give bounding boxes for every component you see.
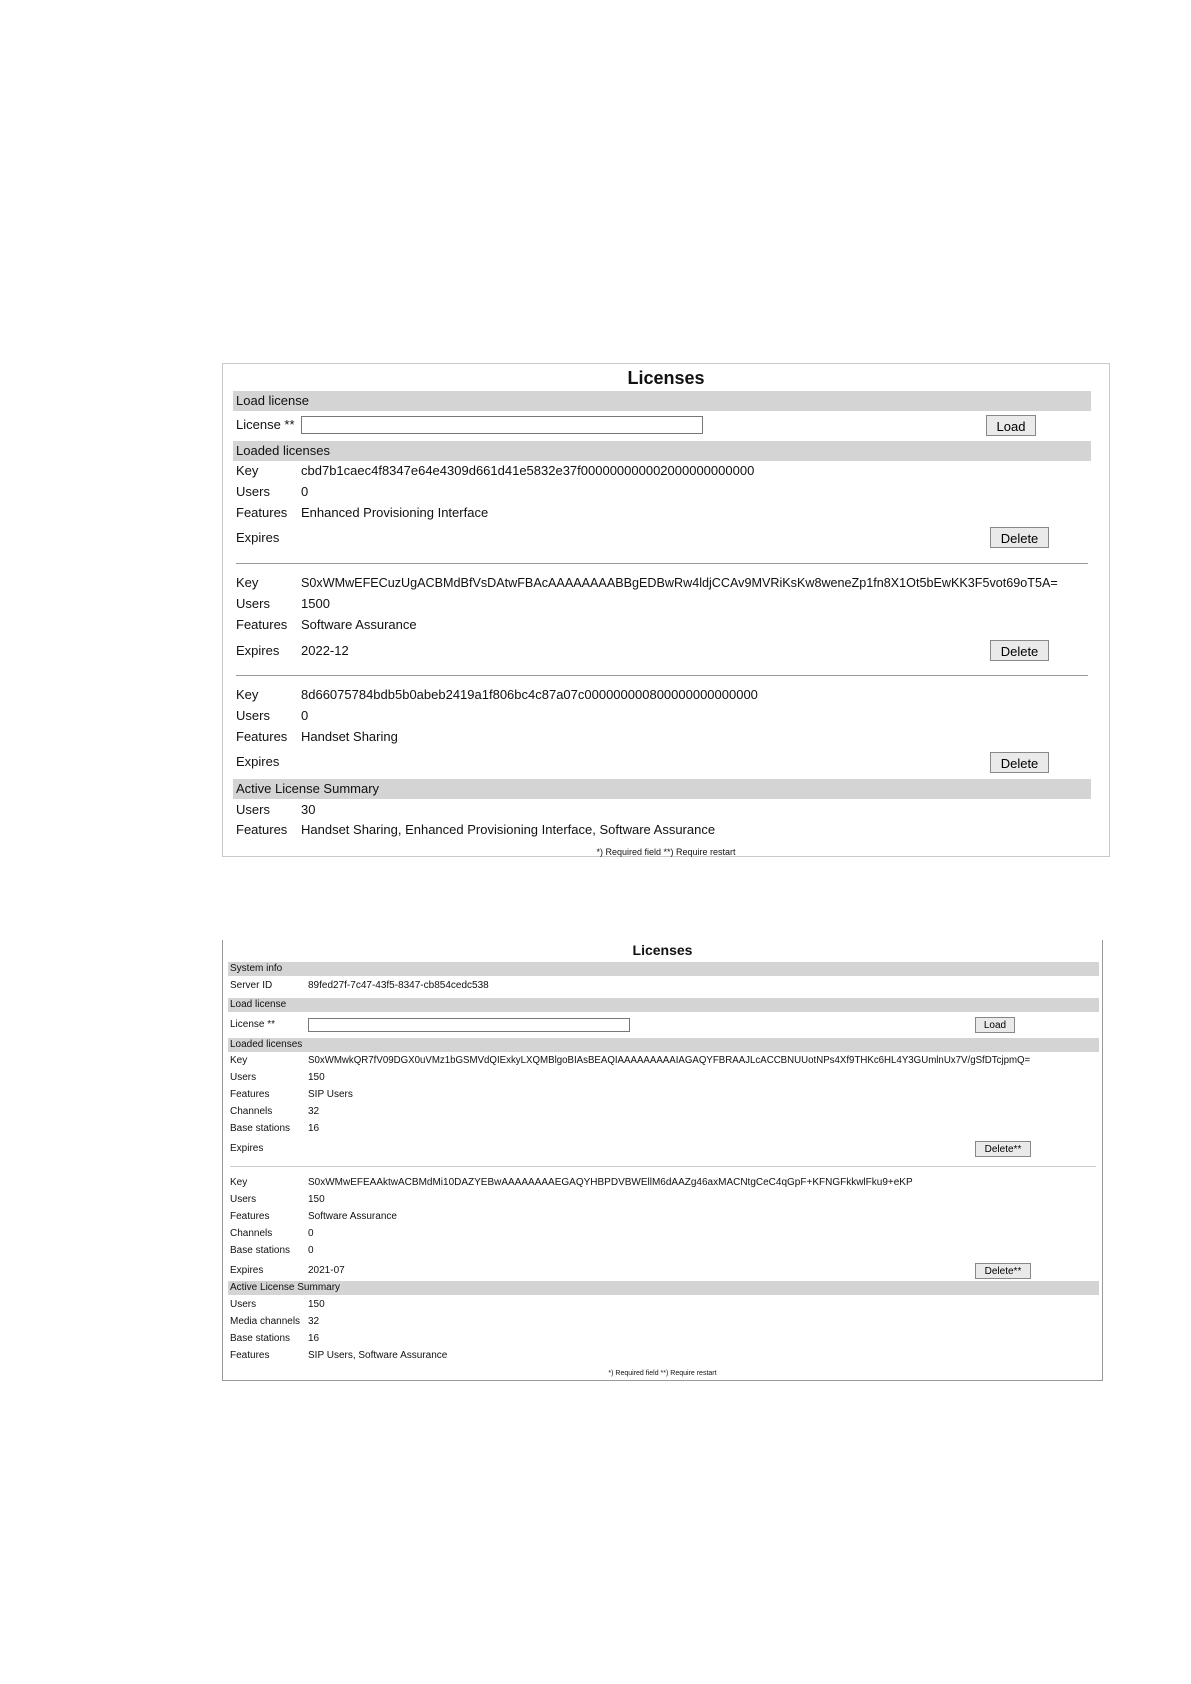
license-row-users <box>230 1193 325 1207</box>
users-value: 150 <box>308 1299 325 1310</box>
license-input[interactable] <box>308 1018 630 1032</box>
license-row-users <box>236 595 330 613</box>
media-channels-label: Media channels <box>230 1316 301 1327</box>
license-row-key <box>236 574 1058 592</box>
features-value: Software Assurance <box>308 1211 397 1222</box>
license-row-users <box>236 707 308 725</box>
divider <box>236 563 1088 564</box>
users-label: Users <box>236 596 270 611</box>
divider <box>230 1166 1096 1167</box>
features-label: Features <box>236 617 288 632</box>
key-value: cbd7b1caec4f8347e64e4309d661d41e5832e37f000000000002000000000000 <box>301 463 755 478</box>
delete-button[interactable]: Delete <box>990 752 1049 773</box>
users-value: 150 <box>308 1072 325 1083</box>
users-value: 30 <box>301 802 316 817</box>
features-label: Features <box>230 1211 270 1222</box>
base-stations-label: Base stations <box>230 1245 291 1256</box>
features-value: Software Assurance <box>301 617 417 632</box>
license-label: License ** <box>236 417 295 432</box>
key-value: S0xWMwkQR7fV09DGX0uVMz1bGSMVdQIExkyLXQMBlgoBIAsBEAQIAAAAAAAAAIAGAQYFBRAAJLcACCBNUUotNPs4Xf9THKc6HL4Y3GUmlnUx7V/gSfDTcjpmQ= <box>308 1055 1031 1066</box>
summary-row-media-channels <box>230 1315 319 1329</box>
base-stations-value: 16 <box>308 1333 320 1344</box>
users-value: 0 <box>301 484 309 499</box>
expires-value: 2021-07 <box>308 1265 345 1276</box>
license-row-channels <box>230 1227 314 1241</box>
base-stations-value: 0 <box>308 1245 314 1256</box>
summary-row-users <box>236 801 315 819</box>
summary-row-users <box>230 1298 325 1312</box>
licenses-panel-1 <box>222 363 1110 857</box>
delete-button[interactable]: Delete** <box>975 1141 1031 1157</box>
key-label: Key <box>236 687 259 702</box>
server-id-value: 89fed27f-7c47-43f5-8347-cb854cedc538 <box>308 980 489 991</box>
features-value: SIP Users <box>308 1089 353 1100</box>
expires-label: Expires <box>236 643 280 658</box>
active-summary-header: Active License Summary <box>233 779 1091 799</box>
key-value: 8d66075784bdb5b0abeb2419a1f806bc4c87a07c000000000800000000000000 <box>301 687 758 702</box>
license-row-features <box>236 616 417 634</box>
users-label: Users <box>230 1194 257 1205</box>
features-value: SIP Users, Software Assurance <box>308 1350 448 1361</box>
license-row-key <box>236 462 754 480</box>
delete-button[interactable]: Delete <box>990 640 1049 661</box>
features-value: Handset Sharing, Enhanced Provisioning Interface, Software Assurance <box>301 822 716 837</box>
license-label-row <box>230 1018 308 1032</box>
users-value: 150 <box>308 1194 325 1205</box>
users-label: Users <box>236 484 270 499</box>
licenses-panel-2 <box>222 940 1103 1381</box>
summary-row-features <box>230 1349 447 1363</box>
expires-label: Expires <box>236 754 280 769</box>
active-summary-header: Active License Summary <box>228 1281 1099 1295</box>
base-stations-label: Base stations <box>230 1333 291 1344</box>
license-input[interactable] <box>301 416 703 434</box>
license-row-base-stations <box>230 1122 319 1136</box>
users-value: 1500 <box>301 596 330 611</box>
loaded-licenses-header: Loaded licenses <box>233 441 1091 461</box>
license-label-row <box>236 416 301 434</box>
features-label: Features <box>236 505 288 520</box>
license-row-expires <box>230 1264 345 1278</box>
footnote: *) Required field **) Require restart <box>596 847 736 857</box>
license-row-expires <box>236 642 349 660</box>
server-id-label: Server ID <box>230 980 273 991</box>
channels-value: 0 <box>308 1228 314 1239</box>
loaded-licenses-header: Loaded licenses <box>228 1038 1099 1052</box>
features-label: Features <box>230 1350 270 1361</box>
divider <box>236 675 1088 676</box>
license-row-base-stations <box>230 1244 314 1258</box>
load-license-header: Load license <box>228 998 1099 1012</box>
key-label: Key <box>236 463 259 478</box>
media-channels-value: 32 <box>308 1316 320 1327</box>
key-label: Key <box>230 1177 248 1188</box>
license-row-users <box>230 1071 325 1085</box>
license-row-key <box>230 1054 1030 1068</box>
channels-label: Channels <box>230 1106 273 1117</box>
footnote: *) Required field **) Require restart <box>608 1370 717 1377</box>
license-row-key <box>236 686 758 704</box>
users-value: 0 <box>301 708 309 723</box>
license-row-features <box>230 1210 397 1224</box>
license-row-features <box>230 1088 353 1102</box>
expires-value: 2022-12 <box>301 643 349 658</box>
delete-button[interactable]: Delete** <box>975 1263 1031 1279</box>
license-row-expires <box>236 529 301 547</box>
key-label: Key <box>236 575 259 590</box>
key-label: Key <box>230 1055 248 1066</box>
features-label: Features <box>230 1089 270 1100</box>
expires-label: Expires <box>230 1143 264 1154</box>
features-label: Features <box>236 822 288 837</box>
key-value: S0xWMwEFECuzUgACBMdBfVsDAtwFBAcAAAAAAAABBgEDBwRw4ldjCCAv9MVRiKsKw8weneZp1fn8X1Ot5bEwKK3F5vot69oT5A= <box>301 576 1058 590</box>
license-row-key <box>230 1176 913 1190</box>
load-license-header: Load license <box>233 391 1091 411</box>
summary-row-base-stations <box>230 1332 319 1346</box>
license-row-features <box>236 728 398 746</box>
features-label: Features <box>236 729 288 744</box>
channels-label: Channels <box>230 1228 273 1239</box>
page-title: Licenses <box>627 368 705 388</box>
key-value: S0xWMwEFEAAktwACBMdMi10DAZYEBwAAAAAAAAEGAQYHBPDVBWEllM6dAAZg46axMACNtgCeC4qGpF+KFNGFkkwlFku9+eKP <box>308 1177 913 1188</box>
users-label: Users <box>236 802 270 817</box>
summary-row-features <box>236 821 715 839</box>
base-stations-label: Base stations <box>230 1123 291 1134</box>
server-id-row <box>230 979 489 993</box>
load-button[interactable]: Load <box>986 415 1036 436</box>
system-info-header: System info <box>228 962 1099 976</box>
license-row-features <box>236 504 488 522</box>
load-button[interactable]: Load <box>975 1017 1015 1033</box>
users-label: Users <box>230 1072 257 1083</box>
license-row-expires <box>230 1142 308 1156</box>
license-row-expires <box>236 753 301 771</box>
features-value: Handset Sharing <box>301 729 398 744</box>
page-title: Licenses <box>632 942 693 958</box>
base-stations-value: 16 <box>308 1123 320 1134</box>
license-label: License ** <box>230 1019 276 1030</box>
features-value: Enhanced Provisioning Interface <box>301 505 489 520</box>
channels-value: 32 <box>308 1106 320 1117</box>
expires-label: Expires <box>230 1265 264 1276</box>
license-row-channels <box>230 1105 319 1119</box>
delete-button[interactable]: Delete <box>990 527 1049 548</box>
license-row-users <box>236 483 308 501</box>
users-label: Users <box>230 1299 257 1310</box>
expires-label: Expires <box>236 530 280 545</box>
users-label: Users <box>236 708 270 723</box>
